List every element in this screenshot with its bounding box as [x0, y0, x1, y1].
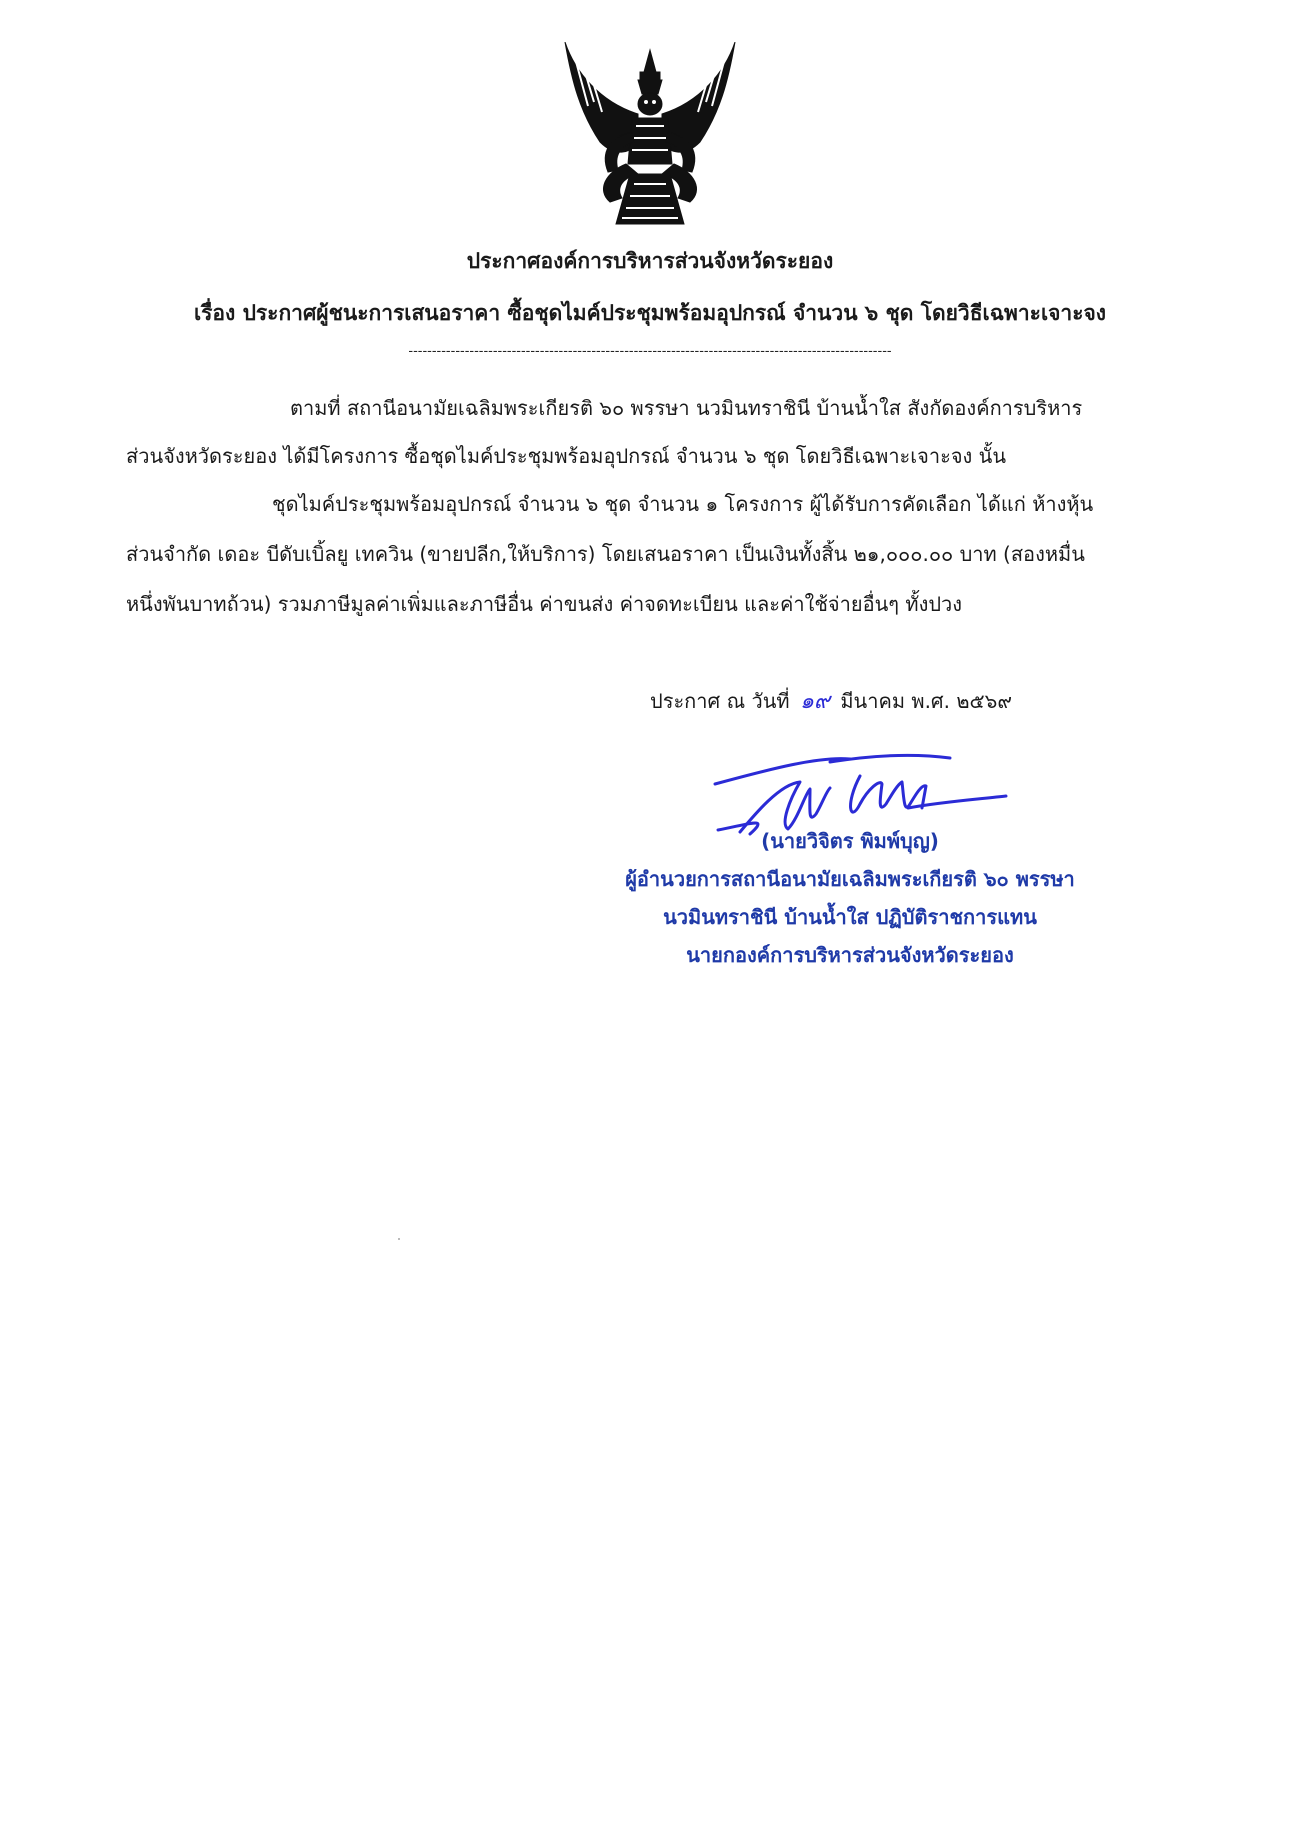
date-month-year: มีนาคม พ.ศ. ๒๕๖๙ — [840, 689, 1012, 713]
scan-speck — [398, 1238, 400, 1240]
paragraph-2-line-1: ชุดไมค์ประชุมพร้อมอุปกรณ์ จำนวน ๖ ชุด จำนวน ๑ โครงการ ผู้ได้รับการคัดเลือก ได้แก่ ห้างหุ้น — [272, 492, 1094, 516]
announcement-date — [650, 683, 1012, 718]
divider-line: ------------------------------------------------------------------------------------------------------- — [408, 344, 892, 359]
paragraph-1-line-1: ตามที่ สถานีอนามัยเฉลิมพระเกียรติ ๖๐ พรรษา นวมินทราชินี บ้านน้ำใส สังกัดองค์การบริหาร — [290, 396, 1083, 420]
garuda-emblem-icon — [560, 42, 740, 232]
signatory-position-line-1: ผู้อำนวยการสถานีอนามัยเฉลิมพระเกียรติ ๖๐ พรรษา — [625, 867, 1075, 891]
paragraph-2-line-2: ส่วนจำกัด เดอะ บีดับเบิ้ลยู เทควิน (ขายปลีก,ให้บริการ) โดยเสนอราคา เป็นเงินทั้งสิ้น ๒๑,๐๐๐.๐๐ บาท (สองหมื่น — [126, 542, 1085, 566]
paragraph-2-line-3: หนึ่งพันบาทถ้วน) รวมภาษีมูลค่าเพิ่มและภาษีอื่น ค่าขนส่ง ค่าจดทะเบียน และค่าใช้จ่ายอื่นๆ ทั้งปวง — [126, 592, 963, 616]
signatory-name: (นายวิจิตร พิมพ์บุญ) — [761, 829, 939, 853]
signatory-position-line-3: นายกองค์การบริหารส่วนจังหวัดระยอง — [686, 943, 1014, 967]
date-prefix: ประกาศ ณ วันที่ — [650, 689, 790, 713]
date-day-handwritten: ๑๙ — [799, 689, 831, 714]
announcement-title: ประกาศองค์การบริหารส่วนจังหวัดระยอง — [466, 249, 834, 273]
paragraph-1-line-2: ส่วนจังหวัดระยอง ได้มีโครงการ ซื้อชุดไมค์ประชุมพร้อมอุปกรณ์ จำนวน ๖ ชุด โดยวิธีเฉพาะเจาะจง นั้น — [126, 444, 1006, 468]
announcement-subject: เรื่อง ประกาศผู้ชนะการเสนอราคา ซื้อชุดไมค์ประชุมพร้อมอุปกรณ์ จำนวน ๖ ชุด โดยวิธีเฉพาะเจาะจง — [193, 301, 1107, 325]
signatory-position-line-2: นวมินทราชินี บ้านน้ำใส ปฏิบัติราชการแทน — [663, 905, 1037, 929]
